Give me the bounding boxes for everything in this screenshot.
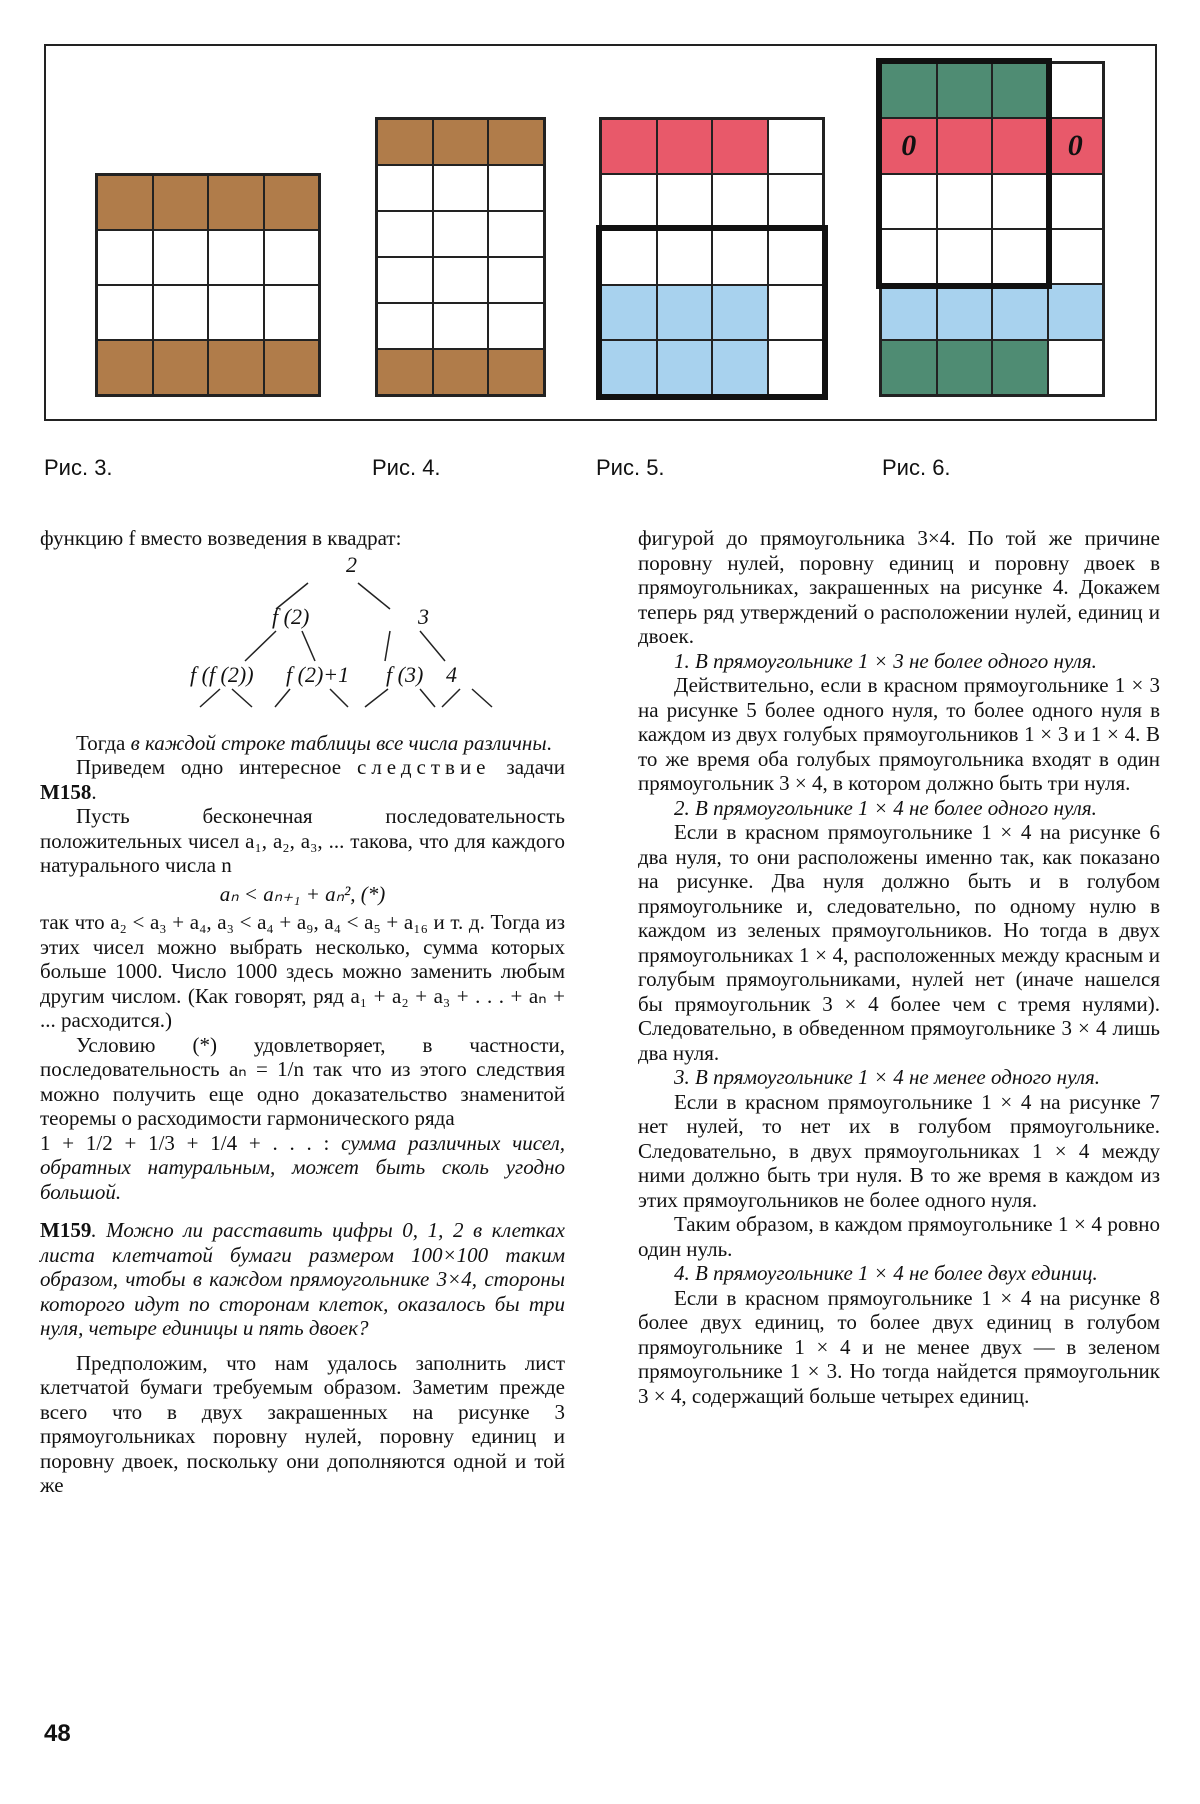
- fig5-cell: [712, 174, 768, 229]
- figure-4-grid: [375, 117, 546, 397]
- figure-5-grid: [599, 117, 825, 397]
- tree-node-2: 2: [346, 551, 357, 577]
- fig6-cell: [992, 118, 1048, 173]
- fig3-cell: [153, 340, 209, 395]
- fig5-cell: [712, 340, 768, 395]
- statement-2: 2. В прямоугольнике 1 × 4 не более одного нуля.: [674, 795, 1097, 820]
- fig4-cell: [433, 119, 489, 165]
- figure-3-grid: [95, 173, 321, 397]
- fig6-cell: [1048, 63, 1104, 118]
- fig3-cell: [264, 340, 320, 395]
- fig3-cell: [153, 230, 209, 285]
- fig6-cell: [1048, 229, 1104, 284]
- fig6-cell: 0: [881, 118, 937, 173]
- fig6-cell: [1048, 284, 1104, 339]
- fig6-cell: [881, 284, 937, 339]
- fig4-cell: [488, 211, 544, 257]
- proof-1: Действительно, если в красном прямоугольнике 1 × 3 на рисунке 5 более одного нуля, то более одного нуля в каждом из двух голубых прямоугольников 1 × 3 и 1 × 4. В то же время оба голубых прямоугольника входят в один прямоугольник 3 × 4, в котором должно быть три нуля.: [638, 673, 1160, 795]
- fig6-cell: [937, 118, 993, 173]
- fig3-cell: [97, 340, 153, 395]
- paragraph-distinct-numbers: Тогда в каждой строке таблицы все числа различны.: [76, 730, 552, 755]
- fig3-cell: [208, 285, 264, 340]
- fig5-cell: [768, 340, 824, 395]
- fig6-cell: [881, 340, 937, 395]
- fig6-cell: [992, 63, 1048, 118]
- fig6-cell: [937, 340, 993, 395]
- tree-node-f2: f (2): [272, 603, 310, 629]
- proof-3: Если в красном прямоугольнике 1 × 4 на рисунке 7 нет нулей, то нет их в голубом прямоугольнике. Следовательно, в двух прямоугольниках 1 × 4 между ними должно быть три нуля. В то же время в каждом из этих прямоугольников не более одного нуля.: [638, 1089, 1160, 1212]
- fig5-cell: [601, 229, 657, 284]
- paragraph-corollary: Приведем одно интересное следствие задачи М158.: [40, 755, 565, 804]
- fig4-cell: [377, 257, 433, 303]
- fig6-cell: [992, 174, 1048, 229]
- fig6-cell: [881, 63, 937, 118]
- fig6-cell: [1048, 174, 1104, 229]
- fig3-cell: [264, 230, 320, 285]
- fig4-cell: [377, 303, 433, 349]
- statement-1: 1. В прямоугольнике 1 × 3 не более одного нуля.: [674, 648, 1097, 673]
- fig6-cell: [937, 63, 993, 118]
- fig4-cell: [433, 349, 489, 395]
- fig6-cell: [992, 229, 1048, 284]
- fig3-cell: [208, 230, 264, 285]
- paragraph-divergence: так что a₂ < a₃ + a₄, a₃ < a₄ + a₉, a₄ < a₅ + a₁₆ и т. д. Тогда из этих чисел можно выбрать несколько, сумма которых больше 1000. Число 1000 здесь можно заменить любым другим числом. (Как говорят, ряд a₁ + a₂ + a₃ + . . . + aₙ + ... расходится.): [40, 910, 565, 1032]
- fig5-cell: [712, 229, 768, 284]
- intro-text: функцию f вместо возведения в квадрат:: [40, 526, 402, 550]
- fig4-cell: [488, 349, 544, 395]
- fig5-cell: [657, 340, 713, 395]
- tree-node-ff2: f (f (2)): [190, 661, 254, 687]
- tree-node-3: 3: [418, 603, 429, 629]
- fig5-cell: [768, 174, 824, 229]
- fig3-cell: [153, 285, 209, 340]
- fig6-cell: [937, 284, 993, 339]
- fig5-cell: [601, 285, 657, 340]
- fig3-cell: [153, 175, 209, 230]
- fig5-cell: [601, 340, 657, 395]
- statement-3: 3. В прямоугольнике 1 × 4 не менее одного нуля.: [674, 1065, 1101, 1089]
- fig4-cell: [377, 165, 433, 211]
- tree-lines: [40, 551, 500, 731]
- fig6-cell: [1048, 340, 1104, 395]
- left-column: [40, 526, 565, 1498]
- figure-4-caption: Рис. 4.: [372, 455, 441, 480]
- fig6-cell: [992, 284, 1048, 339]
- function-tree-diagram: [40, 551, 500, 731]
- fig5-cell: [601, 174, 657, 229]
- fig6-cell: [937, 174, 993, 229]
- problem-m159: М159. Можно ли расставить цифры 0, 1, 2 в клетках листа клетчатой бумаги размером 100×100 таким образом, чтобы в каждом прямоугольнике 3×4, стороны которого идут по сторонам клеток, оказалось бы три нуля, четыре единицы и пять двоек?: [40, 1218, 565, 1340]
- fig5-cell: [712, 285, 768, 340]
- page-number: 48: [44, 1720, 71, 1747]
- fig4-cell: [488, 165, 544, 211]
- fig3-cell: [264, 285, 320, 340]
- fig6-cell: [992, 340, 1048, 395]
- figure-5-caption: Рис. 5.: [596, 455, 665, 480]
- fig5-cell: [657, 285, 713, 340]
- fig5-cell: [712, 119, 768, 174]
- right-column: [638, 526, 1160, 1408]
- fig6-cell: [937, 229, 993, 284]
- figure-6-grid: [879, 61, 1105, 397]
- figure-3-caption: Рис. 3.: [44, 455, 113, 480]
- fig4-cell: [488, 119, 544, 165]
- proof-4: Если в красном прямоугольнике 1 × 4 на рисунке 8 более двух единиц, то более двух единиц в голубом прямоугольнике 1 × 4 и не менее двух — в зеленом прямоугольнике 1 × 3. Но тогда найдется прямоугольник 3 × 4, содержащий больше четырех единиц.: [638, 1285, 1160, 1408]
- fig6-cell: 0: [1048, 118, 1104, 173]
- tree-node-f3: f (3): [386, 661, 424, 687]
- fig4-cell: [377, 211, 433, 257]
- fig5-cell: [768, 119, 824, 174]
- fig5-cell: [768, 229, 824, 284]
- paragraph-figure-4: фигурой до прямоугольника 3×4. По той же причине поровну нулей, поровну единиц и поровну двоек в прямоугольниках, закрашенных на рисунке 4. Докажем теперь ряд утверждений о расположении нулей, единиц и двоек.: [638, 526, 1160, 648]
- fig5-cell: [601, 119, 657, 174]
- statement-4: 4. В прямоугольнике 1 × 4 не более двух единиц.: [674, 1261, 1098, 1285]
- fig6-cell: [881, 174, 937, 229]
- tree-node-f2-plus-1: f (2)+1: [286, 661, 350, 687]
- fig3-cell: [264, 175, 320, 230]
- fig4-cell: [377, 119, 433, 165]
- fig4-cell: [377, 349, 433, 395]
- fig5-cell: [657, 174, 713, 229]
- fig6-cell: [881, 229, 937, 284]
- fig5-cell: [657, 119, 713, 174]
- harmonic-series: 1 + 1/2 + 1/3 + 1/4 + . . . : сумма различных чисел, обратных натуральным, может быть сколь угодно большой.: [40, 1130, 566, 1204]
- fig5-cell: [657, 229, 713, 284]
- fig3-cell: [208, 175, 264, 230]
- figure-6-caption: Рис. 6.: [882, 455, 951, 480]
- paragraph-harmonic: Условию (*) удовлетворяет, в частности, последовательность aₙ = 1/n так что из этого следствия можно получить еще одно доказательство знаменитой теоремы о расходимости гармонического ряда: [40, 1032, 565, 1130]
- formula-star: aₙ < aₙ₊₁ + aₙ², (*): [219, 881, 386, 906]
- proof-2: Если в красном прямоугольнике 1 × 4 на рисунке 6 два нуля, то они расположены именно так, как показано на рисунке. Два нуля должно быть и в голубом прямоугольнике и, следовательно, по одному нулю в каждом из зеленых прямоугольников. Но тогда в двух прямоугольниках 1 × 4, расположенных между красным и голубым прямоугольниками, нулей нет (иначе нашелся бы прямоугольник 3 × 4 более чем с тремя нулями). Следовательно, в обведенном прямоугольнике 3 × 4 лишь два нуля.: [638, 820, 1160, 1065]
- fig4-cell: [433, 211, 489, 257]
- fig4-cell: [433, 257, 489, 303]
- paragraph-sequence: Пусть бесконечная последовательность положительных чисел a₁, a₂, a₃, ... такова, что для каждого натурального числа n: [40, 804, 565, 877]
- fig3-cell: [97, 285, 153, 340]
- fig4-cell: [433, 303, 489, 349]
- tree-node-4: 4: [446, 661, 457, 687]
- fig5-cell: [768, 285, 824, 340]
- fig4-cell: [433, 165, 489, 211]
- paragraph-suppose: Предположим, что нам удалось заполнить лист клетчатой бумаги требуемым образом. Заметим прежде всего что в двух закрашенных на рисунке 3 прямоугольниках поровну нулей, поровну единиц и поровну двоек, поскольку они дополняются одной и той же: [40, 1350, 565, 1497]
- fig3-cell: [97, 230, 153, 285]
- fig4-cell: [488, 257, 544, 303]
- fig3-cell: [97, 175, 153, 230]
- fig3-cell: [208, 340, 264, 395]
- fig4-cell: [488, 303, 544, 349]
- conclusion-one-zero: Таким образом, в каждом прямоугольнике 1 × 4 ровно один нуль.: [638, 1212, 1160, 1261]
